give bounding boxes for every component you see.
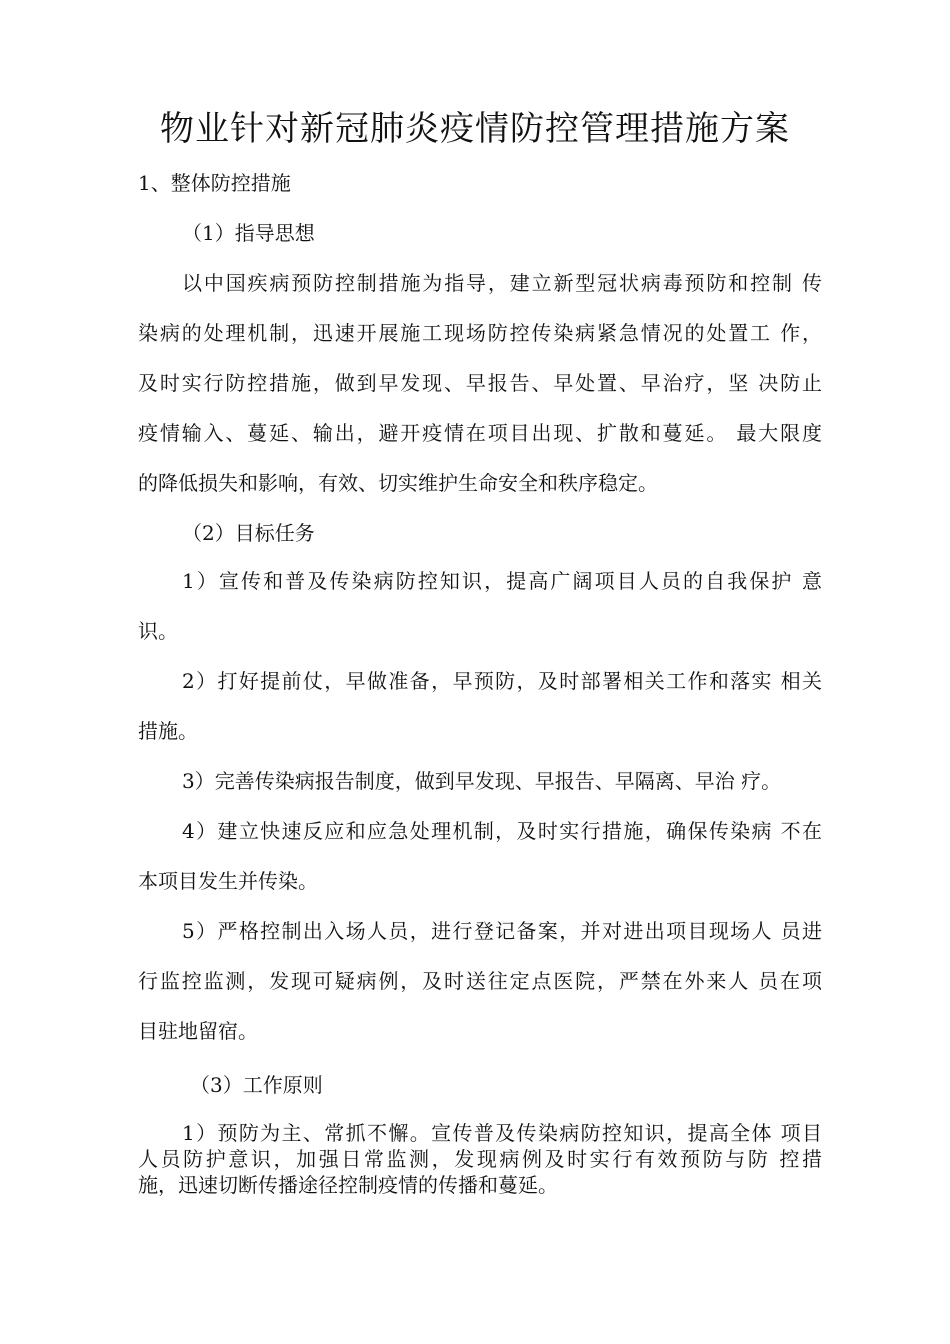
document-title: 物业针对新冠肺炎疫情防控管理措施方案: [160, 109, 790, 149]
list-item-line: 4）建立快速反应和应急处理机制，及时实行措施，确保传染病 不在: [182, 819, 822, 843]
list-item-line: 行监控监测，发现可疑病例，及时送往定点医院，严禁在外来人 员在项: [138, 969, 822, 993]
list-item-line: 人员防护意识，加强日常监测，发现病例及时实行有效预防与防 控措: [138, 1147, 822, 1171]
list-item-line: 目驻地留宿。: [138, 1019, 258, 1043]
subsection-heading: （1）指导思想: [182, 221, 315, 245]
list-item-line: 1）预防为主、常抓不懈。宣传普及传染病防控知识，提高全体 项目: [182, 1121, 822, 1145]
list-item-line: 1）宣传和普及传染病防控知识，提高广阔项目人员的自我保护 意: [182, 569, 822, 593]
list-item-line: 措施。: [138, 719, 198, 743]
paragraph-line: 以中国疾病预防控制措施为指导，建立新型冠状病毒预防和控制 传: [182, 271, 822, 295]
paragraph-line: 染病的处理机制，迅速开展施工现场防控传染病紧急情况的处置工 作，: [138, 321, 822, 345]
list-item-line: 识。: [138, 619, 178, 643]
paragraph-line: 及时实行防控措施，做到早发现、早报告、早处置、早治疗，坚 决防止: [138, 371, 822, 395]
subsection-heading: （3）工作原则: [190, 1073, 323, 1097]
paragraph-line: 疫情输入、蔓延、输出，避开疫情在项目出现、扩散和蔓延。 最大限度: [138, 421, 822, 445]
paragraph-line: 的降低损失和影响，有效、切实维护生命安全和秩序稳定。: [138, 471, 658, 495]
list-item-line: 5）严格控制出入场人员，进行登记备案，并对进出项目现场人 员进: [182, 919, 822, 943]
list-item-line: 2）打好提前仗，早做准备，早预防，及时部署相关工作和落实 相关: [182, 669, 822, 693]
list-item-line: 本项目发生并传染。: [138, 869, 318, 893]
section-heading: 1、整体防控措施: [138, 171, 291, 195]
list-item-line: 施，迅速切断传播途径控制疫情的传播和蔓延。: [138, 1173, 558, 1197]
subsection-heading: （2）目标任务: [182, 521, 315, 545]
list-item-line: 3）完善传染病报告制度，做到早发现、早报告、早隔离、早治 疗。: [182, 769, 782, 793]
